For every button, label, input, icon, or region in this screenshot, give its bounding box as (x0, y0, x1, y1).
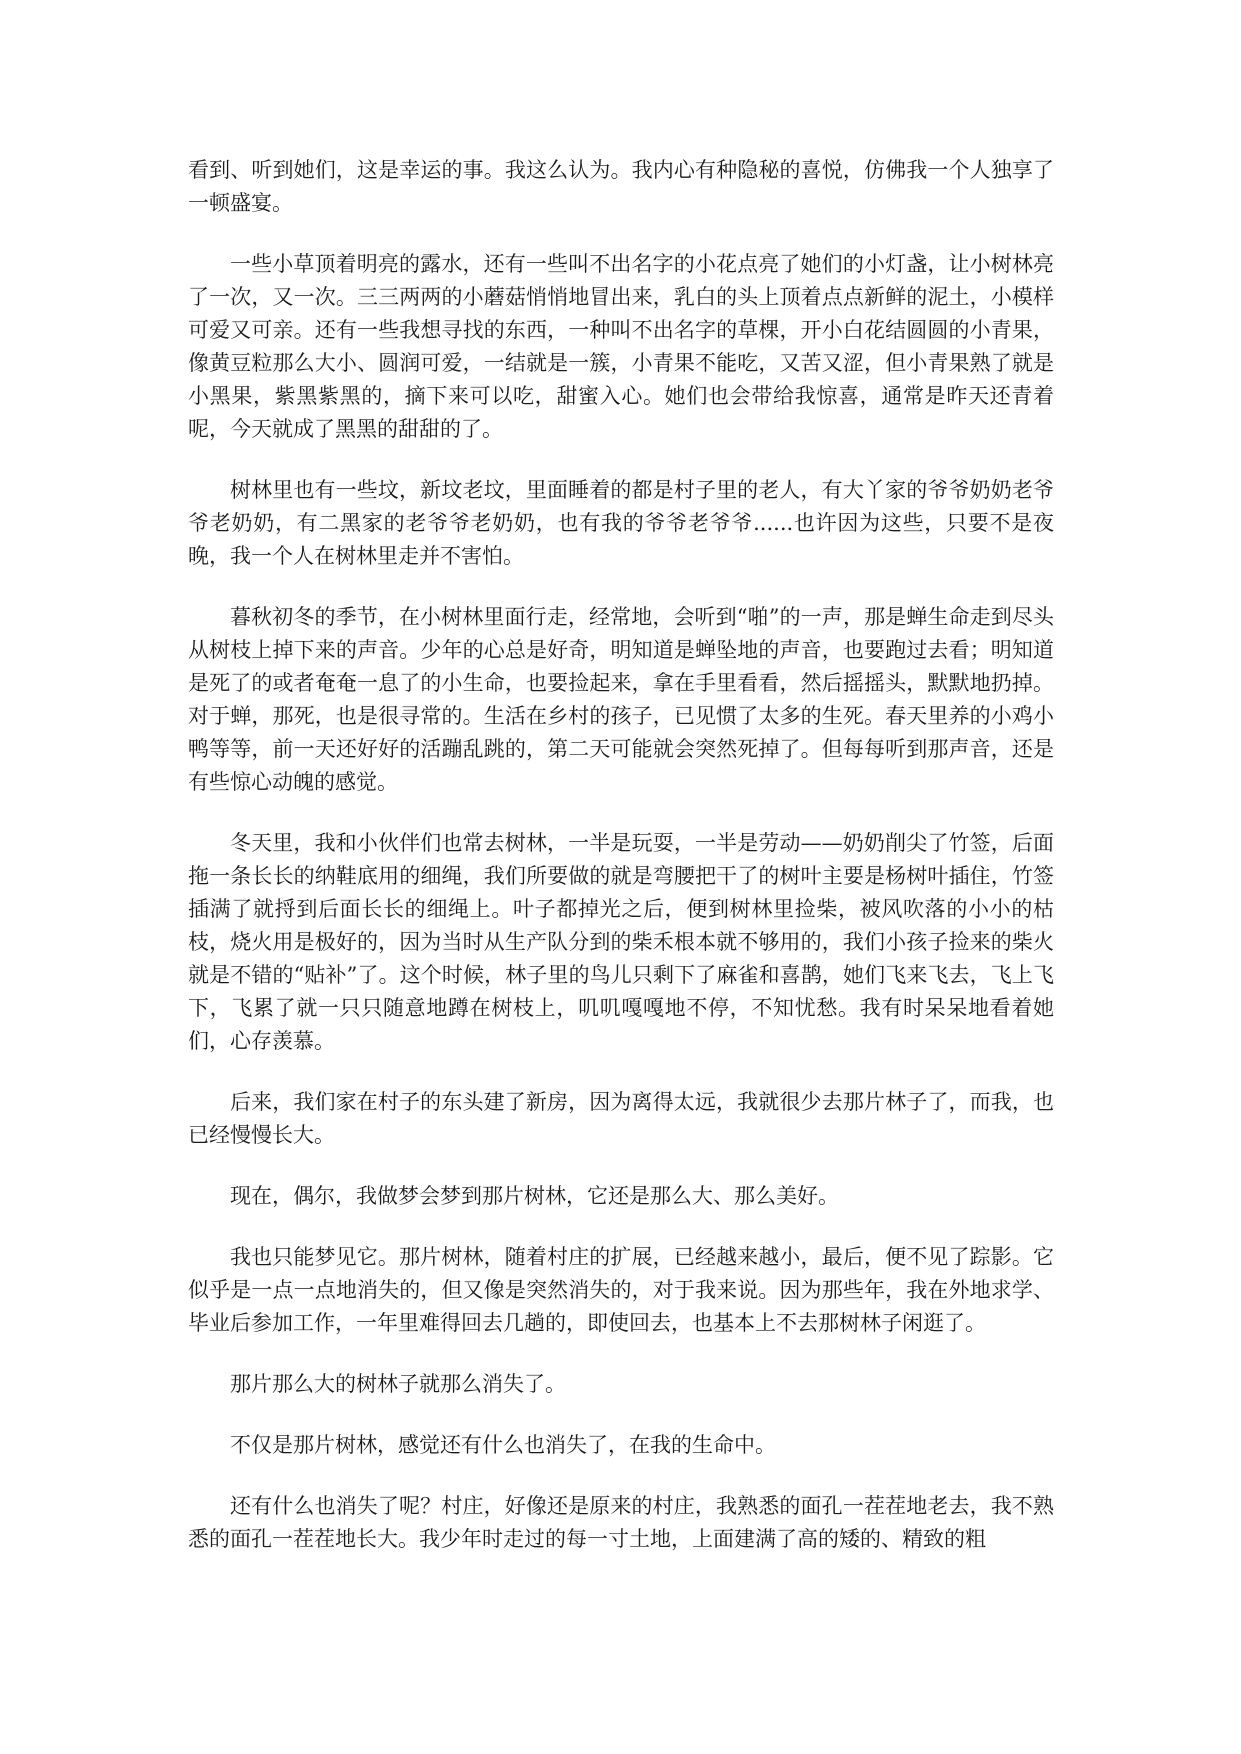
paragraph: 后来，我们家在村子的东头建了新房，因为离得太远，我就很少去那片林子了，而我，也已经慢慢长大。 (188, 1090, 1054, 1147)
paragraph: 一些小草顶着明亮的露水，还有一些叫不出名字的小花点亮了她们的小灯盏，让小树林亮了一次，又一次。三三两两的小蘑菇悄悄地冒出来，乳白的头上顶着点点新鲜的泥土，小模样可爱又可亲。还有一些我想寻找的东西，一种叫不出名字的草棵，开小白花结圆圆的小青果，像黄豆粒那么大小、圆润可爱，一结就是一簇，小青果不能吃，又苦又涩，但小青果熟了就是小黑果，紫黑紫黑的，摘下来可以吃，甜蜜入心。她们也会带给我惊喜，通常是昨天还青着呢，今天就成了黑黑的甜甜的了。 (188, 252, 1054, 441)
paragraph: 暮秋初冬的季节，在小树林里面行走，经常地，会听到“啪”的一声，那是蝉生命走到尽头从树枝上掉下来的声音。少年的心总是好奇，明知道是蝉坠地的声音，也要跑过去看；明知道是死了的或者奄奄一息了的小生命，也要捡起来，拿在手里看看，然后摇摇头，默默地扔掉。对于蝉，那死，也是很寻常的。生活在乡村的孩子，已见惯了太多的生死。春天里养的小鸡小鸭等等，前一天还好好的活蹦乱跳的，第二天可能就会突然死掉了。但每每听到那声音，还是有些惊心动魄的感觉。 (188, 605, 1054, 794)
document-body (188, 154, 1054, 1584)
paragraph: 树林里也有一些坟，新坟老坟，里面睡着的都是村子里的老人，有大丫家的爷爷奶奶老爷爷老奶奶，有二黑家的老爷爷老奶奶，也有我的爷爷老爷爷......也许因为这些，只要不是夜晚，我一个人在树林里走并不害怕。 (188, 478, 1054, 568)
paragraph: 现在，偶尔，我做梦会梦到那片树林，它还是那么大、那么美好。 (230, 1184, 839, 1208)
paragraph: 那片那么大的树林子就那么消失了。 (230, 1372, 566, 1396)
paragraph: 不仅是那片树林，感觉还有什么也消失了，在我的生命中。 (230, 1433, 776, 1457)
paragraph: 看到、听到她们，这是幸运的事。我这么认为。我内心有种隐秘的喜悦，仿佛我一个人独享了一顿盛宴。 (188, 158, 1054, 215)
paragraph: 还有什么也消失了呢？村庄，好像还是原来的村庄，我熟悉的面孔一茬茬地老去，我不熟悉的面孔一茬茬地长大。我少年时走过的每一寸土地，上面建满了高的矮的、精致的粗 (188, 1494, 1054, 1551)
paragraph: 我也只能梦见它。那片树林，随着村庄的扩展，已经越来越小，最后，便不见了踪影。它似乎是一点一点地消失的，但又像是突然消失的，对于我来说。因为那些年，我在外地求学、毕业后参加工作，一年里难得回去几趟的，即使回去，也基本上不去那树林子闲逛了。 (188, 1245, 1054, 1335)
paragraph: 冬天里，我和小伙伴们也常去树林，一半是玩耍，一半是劳动——奶奶削尖了竹签，后面拖一条长长的纳鞋底用的细绳，我们所要做的就是弯腰把干了的树叶主要是杨树叶插住，竹签插满了就捋到后面长长的细绳上。叶子都掉光之后，便到树林里捡柴，被风吹落的小小的枯枝，烧火用是极好的，因为当时从生产队分到的柴禾根本就不够用的，我们小孩子捡来的柴火就是不错的“贴补”了。这个时候，林子里的鸟儿只剩下了麻雀和喜鹊，她们飞来飞去，飞上飞下，飞累了就一只只随意地蹲在树枝上，叽叽嘎嘎地不停，不知忧愁。我有时呆呆地看着她们，心存羡慕。 (188, 831, 1054, 1053)
